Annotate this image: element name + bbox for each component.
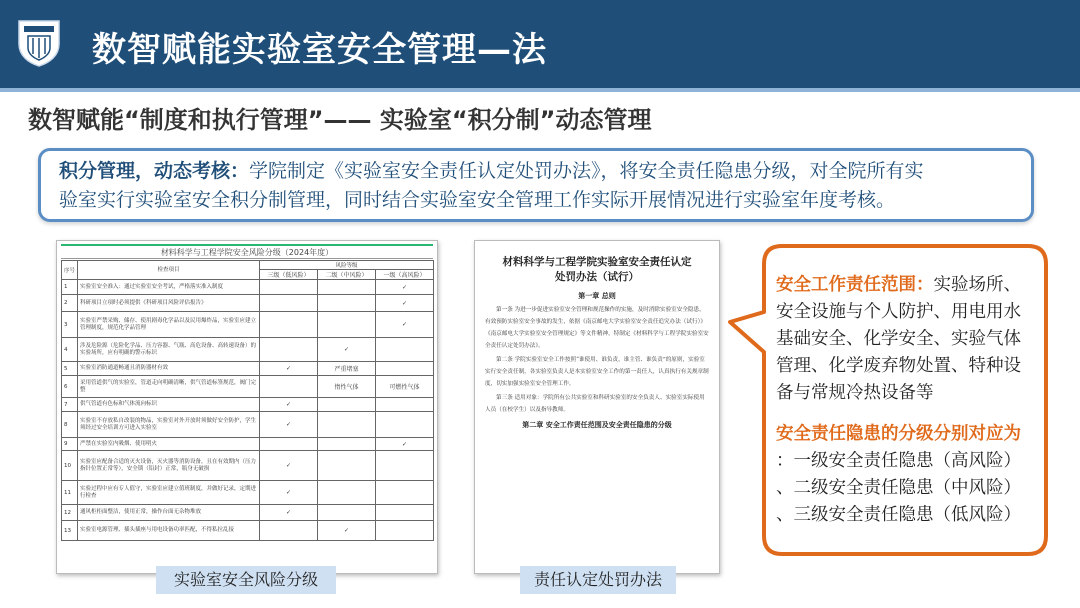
row-item: 严禁在实验室内吸烟、使用明火: [78, 438, 260, 451]
regulation-title: [485, 255, 709, 285]
header-item: 检查项目: [78, 261, 260, 280]
table-row: [62, 505, 434, 521]
table-row: [62, 521, 434, 541]
row-level2: ✓: [318, 338, 376, 362]
chapter-2-heading: 第二章 安全工作责任范围及安全责任隐患的分级: [522, 420, 672, 429]
row-level3: ✓: [260, 481, 318, 505]
row-level2: [318, 481, 376, 505]
bubble-line-6: ：一级安全责任隐患（高风险）: [776, 451, 1021, 471]
row-level3: [260, 521, 318, 541]
bubble-line-8: 、三级安全责任隐患（低风险）: [776, 505, 1021, 525]
row-level2: ✓: [318, 521, 376, 541]
table-row: [62, 451, 434, 481]
risk-table-body: [62, 280, 434, 541]
section-subtitle: 数智赋能“制度和执行管理”—— 实验室“积分制”动态管理: [28, 106, 652, 134]
caption-risk-table: 实验室安全风险分级: [156, 566, 336, 594]
row-item: 采用管道供气的实验室，管道走向明确清晰，供气管道标签规范，阀门完整: [78, 376, 260, 398]
row-level1: ✓: [376, 295, 434, 312]
row-level1: [376, 398, 434, 412]
row-level1: [376, 451, 434, 481]
row-level3: ✓: [260, 362, 318, 376]
bubble-line-7: 、二级安全责任隐患（中风险）: [776, 478, 1021, 498]
row-level1: 可燃性气体: [376, 376, 434, 398]
row-number: 8: [62, 412, 78, 438]
row-level2: [318, 412, 376, 438]
row-level1: ✓: [376, 312, 434, 338]
row-level1: [376, 505, 434, 521]
bubble-lead-levels: 安全责任隐患的分级分别对应为: [776, 424, 1021, 444]
university-shield-icon: [16, 18, 62, 68]
speech-bubble: [724, 240, 1052, 560]
header-level1: 一级（高风险）: [376, 270, 434, 280]
table-row: [62, 312, 434, 338]
table-row: [62, 295, 434, 312]
row-level2: 惰性气体: [318, 376, 376, 398]
row-level3: [260, 438, 318, 451]
row-level3: [260, 312, 318, 338]
bubble-line-5: 备与常规冷热设备等: [776, 383, 934, 403]
header-level2: 二级（中风险）: [318, 270, 376, 280]
header-level3: 三级（低风险）: [260, 270, 318, 280]
bubble-line-3: 基础安全、化学安全、实验气体: [776, 329, 1021, 349]
row-level1: [376, 412, 434, 438]
row-number: 6: [62, 376, 78, 398]
row-number: 4: [62, 338, 78, 362]
page-title: 数智赋能实验室安全管理—法: [92, 30, 547, 70]
table-row: [62, 362, 434, 376]
row-level1: ✓: [376, 438, 434, 451]
row-level3: ✓: [260, 505, 318, 521]
row-level2: 严重堵塞: [318, 362, 376, 376]
row-level1: [376, 338, 434, 362]
row-item: 实验室安全准入：通过实验室安全考试，严格落实准入制度: [78, 280, 260, 295]
risk-classification-table-image: [56, 240, 438, 574]
row-number: 1: [62, 280, 78, 295]
header-risk-level: 风险等级: [260, 261, 434, 270]
row-item: 实验室消防通道畅通且消防器材有效: [78, 362, 260, 376]
row-level3: [260, 280, 318, 295]
risk-table: [61, 260, 434, 541]
speech-bubble-content: [776, 272, 1044, 529]
table-row: [62, 376, 434, 398]
header-no: 序号: [62, 261, 78, 280]
row-level3: [260, 295, 318, 312]
row-level2: [318, 451, 376, 481]
row-level2: [318, 438, 376, 451]
header-bar: [0, 0, 1080, 88]
table-row: [62, 398, 434, 412]
risk-table-title: 材料科学与工程学院安全风险分级（2024年度）: [61, 244, 433, 259]
row-level1: [376, 521, 434, 541]
row-item: 涉及危险源（危险化学品、压力容器、气瓶、高危设备、高转速设备）的实验场所，应有明确的警示标识: [78, 338, 260, 362]
row-item: 科研项目立项时必须提供《科研项目风险评估报告》: [78, 295, 260, 312]
row-item: 实验室电源管理、插头插座与用电设备功率匹配，不得私拉乱接: [78, 521, 260, 541]
table-row: [62, 280, 434, 295]
row-item: 实验室应配备合适的灭火设备，灭火器等消防设备，且在有效期内（压力指针位置正常等），安全锁（铅封）正常，瓶身无破损: [78, 451, 260, 481]
row-level2: [318, 280, 376, 295]
row-number: 7: [62, 398, 78, 412]
row-number: 11: [62, 481, 78, 505]
row-level2: [318, 295, 376, 312]
regulation-title-line2: 处罚办法（试行）: [555, 271, 639, 283]
row-level3: ✓: [260, 398, 318, 412]
article-3: 第三条 适用对象：学院所有公共实验室和科研实验室的安全负责人、实验室实际使用人员（在校学生）以及指导教师。: [485, 395, 705, 413]
table-row: [62, 438, 434, 451]
bubble-line-1: [776, 272, 1044, 299]
row-level1: ✓: [376, 280, 434, 295]
info-lead: 积分管理，动态考核：: [59, 160, 250, 182]
row-level3: ✓: [260, 451, 318, 481]
row-level2: [318, 505, 376, 521]
row-level3: [260, 338, 318, 362]
info-line-2: 验室实行实验室安全积分制管理，同时结合实验室安全管理工作实际开展情况进行实验室年度考核。: [59, 189, 896, 211]
chapter-1-heading: 第一章 总则: [578, 291, 616, 300]
row-item: 实验室严禁采购、储存、使用剧毒化学品以及民用爆炸品，实验室应建立管理制度，规范化学品管理: [78, 312, 260, 338]
row-number: 2: [62, 295, 78, 312]
row-number: 12: [62, 505, 78, 521]
regulation-title-line1: 材料科学与工程学院实验室安全责任认定: [502, 256, 692, 268]
bubble-lead-scope: 安全工作责任范围：: [776, 275, 934, 295]
caption-regulation: 责任认定处罚办法: [520, 566, 676, 594]
row-level3: [260, 376, 318, 398]
table-row: [62, 481, 434, 505]
row-number: 3: [62, 312, 78, 338]
info-callout-box: [38, 148, 1034, 222]
row-item: 供气管道有色标和气体流向标识: [78, 398, 260, 412]
row-item: 通风柜柜面整洁，使用正常，操作台面无杂物堆放: [78, 505, 260, 521]
regulation-document-image: [474, 240, 720, 574]
table-row: [62, 412, 434, 438]
row-level3: ✓: [260, 412, 318, 438]
row-item: 实验室不存放私自改装的物品，实验室对外开放时须做好安全防护，学生须经过安全培训方可进入实验室: [78, 412, 260, 438]
row-number: 13: [62, 521, 78, 541]
bubble-line-2: 安全设施与个人防护、用电用水: [776, 302, 1021, 322]
row-level1: [376, 481, 434, 505]
bubble-line-1-text: 实验场所、: [933, 275, 1021, 295]
table-row: [62, 338, 434, 362]
row-level1: [376, 362, 434, 376]
info-line-1-text: 学院制定《实验室安全责任认定处罚办法》，将安全责任隐患分级，对全院所有实: [249, 160, 924, 182]
row-number: 5: [62, 362, 78, 376]
row-level2: [318, 398, 376, 412]
bubble-line-4: 管理、化学废弃物处置、特种设: [776, 356, 1021, 376]
info-line-1: [59, 157, 1013, 186]
row-level2: [318, 312, 376, 338]
row-number: 10: [62, 451, 78, 481]
row-number: 9: [62, 438, 78, 451]
article-1: 第一条 为进一步促进实验室安全管理和规范操作的实施，及时消除实验室安全隐患，有效预防实验室安全事故的发生，依据《南京邮电大学实验室安全责任追究办法（试行）》《南京邮电大学实验室安全管理规定》等文件精神，特制定《材料科学与工程学院实验室安全责任认定处罚办法》。: [485, 307, 709, 349]
article-2: 第二条 学院实验室安全工作按照“谁使用、谁负责，谁主管、谁负责”的原则，实验室实行安全责任制，各实验室负责人是本实验室安全工作的第一责任人，认真执行有关规章制度，切实加强实验室安全管理工作。: [485, 357, 709, 387]
row-item: 实验过程中应有专人值守，实验室应建立值班制度，并做好记录，定期进行检查: [78, 481, 260, 505]
